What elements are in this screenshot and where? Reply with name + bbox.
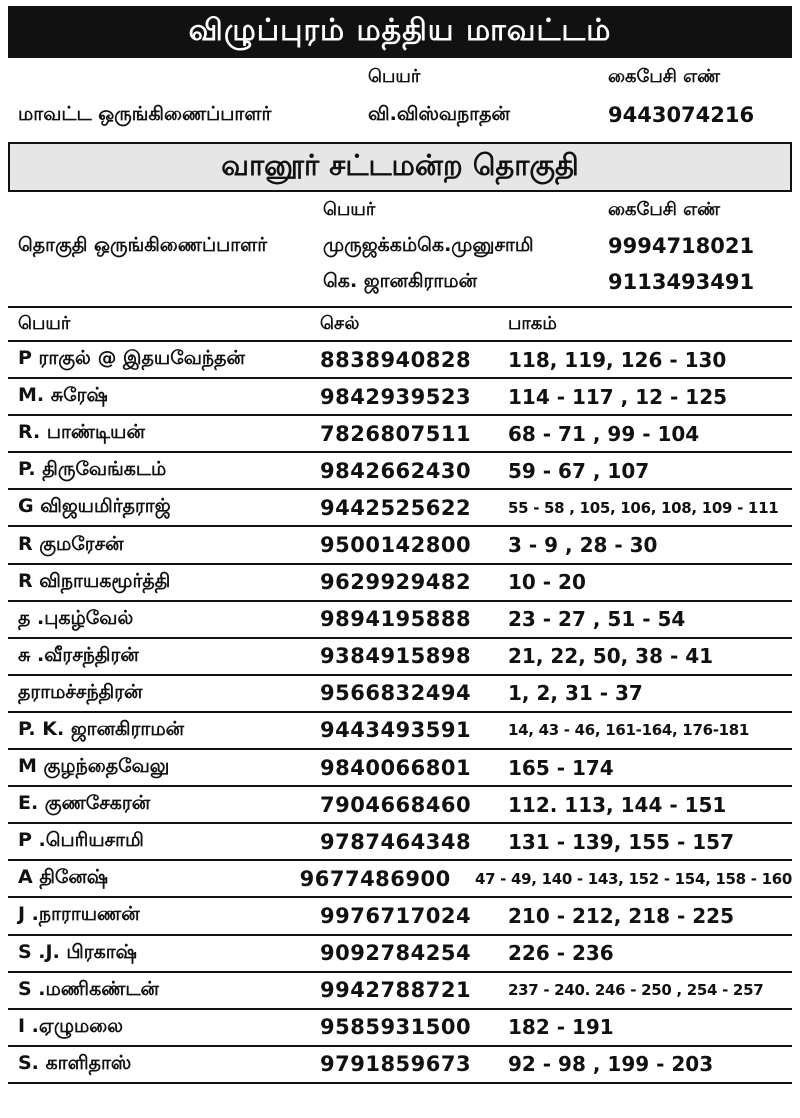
table-row	[8, 379, 792, 416]
constituency-coordinator-name: முருஜக்கம்கெ.முனுசாமி	[323, 233, 534, 256]
table-row	[8, 602, 792, 639]
row-booths: 3 - 9 , 28 - 30	[508, 533, 658, 558]
table-row	[8, 639, 792, 676]
row-name: S .J. பிரகாஷ்	[18, 940, 137, 963]
row-phone: 7904668460	[320, 792, 472, 817]
row-booths: 210 - 212, 218 - 225	[508, 903, 735, 928]
constituency-coordinator-phone: 9113493491	[608, 270, 755, 294]
booth-incharge-table	[8, 306, 792, 1084]
table-row	[8, 565, 792, 602]
constituency-coordinator-phone: 9994718021	[608, 234, 755, 258]
row-name: தராமச்சந்திரன்	[18, 680, 143, 703]
row-phone: 9840066801	[320, 755, 472, 780]
table-row	[8, 342, 792, 379]
district-phone-header: கைபேசி எண்	[608, 65, 721, 87]
row-name: S .மணிகண்டன்	[18, 977, 159, 1000]
row-booths: 14, 43 - 46, 161-164, 176-181	[508, 721, 750, 740]
constituency-coordinator-row	[18, 228, 792, 264]
table-row	[8, 861, 792, 898]
column-header-name: பெயர்	[18, 312, 71, 334]
row-name: P. திருவேங்கடம்	[18, 458, 167, 481]
table-row	[8, 824, 792, 861]
row-name: M. சுரேஷ்	[18, 384, 108, 407]
column-header-phone: செல்	[320, 312, 360, 334]
row-phone: 9894195888	[320, 607, 472, 632]
table-row	[8, 750, 792, 787]
row-booths: 1, 2, 31 - 37	[508, 681, 643, 706]
district-role: மாவட்ட ஒருங்கிணைப்பாளர்	[18, 102, 272, 125]
row-booths: 21, 22, 50, 38 - 41	[508, 644, 714, 669]
row-booths: 68 - 71 , 99 - 104	[508, 421, 700, 446]
row-booths: 112. 113, 144 - 151	[508, 792, 727, 817]
row-booths: 59 - 67 , 107	[508, 458, 650, 483]
district-header-row	[18, 58, 792, 96]
row-phone: 9677486900	[299, 866, 451, 891]
row-phone: 9585931500	[320, 1015, 472, 1040]
table-row	[8, 973, 792, 1010]
row-phone: 9976717024	[320, 903, 472, 928]
row-phone: 7826807511	[320, 421, 472, 446]
row-name: G விஜயமிர்தராஜ்	[18, 495, 171, 518]
table-row	[8, 898, 792, 935]
row-booths: 47 - 49, 140 - 143, 152 - 154, 158 - 160	[474, 869, 792, 888]
row-booths: 23 - 27 , 51 - 54	[508, 607, 686, 632]
table-row	[8, 1010, 792, 1047]
constituency-role: தொகுதி ஒருங்கிணைப்பாளர்	[18, 233, 268, 256]
row-booths: 92 - 98 , 199 - 203	[508, 1052, 714, 1077]
district-coordinator-row	[18, 96, 792, 134]
table-header-row	[8, 308, 792, 342]
row-phone: 9942788721	[320, 978, 472, 1003]
table-row	[8, 936, 792, 973]
row-booths: 114 - 117 , 12 - 125	[508, 384, 728, 409]
row-booths: 118, 119, 126 - 130	[508, 347, 727, 372]
row-phone: 9443493591	[320, 718, 472, 743]
constituency-name-header: பெயர்	[323, 198, 376, 220]
row-name: M குழந்தைவேலு	[18, 755, 170, 778]
row-booths: 182 - 191	[508, 1015, 614, 1040]
row-name: I .ஏழுமலை	[18, 1014, 124, 1037]
district-coordinator-name: வி.விஸ்வநாதன்	[368, 102, 510, 125]
row-name: P .பெரியசாமி	[18, 829, 144, 852]
row-phone: 9842662430	[320, 458, 472, 483]
constituency-contact-block	[8, 192, 792, 300]
row-phone: 9442525622	[320, 495, 472, 520]
table-row	[8, 787, 792, 824]
constituency-coordinator-row	[18, 264, 792, 300]
row-name: A தினேஷ்	[18, 866, 109, 889]
district-contact-block	[8, 58, 792, 134]
row-phone: 9629929482	[320, 570, 472, 595]
row-name: த .புகழ்வேல்	[18, 606, 134, 629]
row-name: R. பாண்டியன்	[18, 421, 145, 444]
table-row	[8, 713, 792, 750]
row-booths: 226 - 236	[508, 941, 614, 966]
row-name: சு .வீரசந்திரன்	[18, 643, 139, 666]
district-name-header: பெயர்	[368, 65, 421, 87]
row-name: P. K. ஜானகிராமன்	[18, 717, 185, 740]
row-name: S. காளிதாஸ்	[18, 1051, 132, 1074]
district-coordinator-phone: 9443074216	[608, 103, 755, 127]
row-phone: 8838940828	[320, 347, 472, 372]
row-phone: 9092784254	[320, 941, 472, 966]
constituency-title: வானூர் சட்டமன்ற தொகுதி	[8, 142, 792, 192]
row-name: R விநாயகமூர்த்தி	[18, 569, 171, 592]
row-booths: 10 - 20	[508, 570, 586, 595]
table-row	[8, 527, 792, 564]
row-phone: 9787464348	[320, 829, 472, 854]
constituency-coordinator-name: கெ. ஜானகிராமன்	[323, 269, 477, 292]
row-booths: 237 - 240. 246 - 250 , 254 - 257	[508, 981, 764, 1000]
table-row	[8, 453, 792, 490]
row-booths: 131 - 139, 155 - 157	[508, 829, 735, 854]
constituency-phone-header: கைபேசி எண்	[608, 198, 721, 220]
row-name: P ராகுல் @ இதயவேந்தன்	[18, 347, 245, 370]
row-name: R குமரேசன்	[18, 532, 124, 555]
row-phone: 9500142800	[320, 533, 472, 558]
table-row	[8, 676, 792, 713]
row-phone: 9842939523	[320, 384, 472, 409]
row-phone: 9384915898	[320, 644, 472, 669]
table-row	[8, 490, 792, 527]
column-header-booths: பாகம்	[508, 312, 557, 334]
district-title: விழுப்புரம் மத்திய மாவட்டம்	[8, 6, 792, 58]
constituency-header-row	[18, 192, 792, 228]
table-row	[8, 416, 792, 453]
row-phone: 9566832494	[320, 681, 472, 706]
row-phone: 9791859673	[320, 1052, 472, 1077]
row-booths: 55 - 58 , 105, 106, 108, 109 - 111	[508, 498, 779, 517]
row-name: J .நாராயணன்	[18, 903, 140, 926]
row-booths: 165 - 174	[508, 755, 614, 780]
table-row	[8, 1047, 792, 1084]
row-name: E. குணசேகரன்	[18, 792, 151, 815]
